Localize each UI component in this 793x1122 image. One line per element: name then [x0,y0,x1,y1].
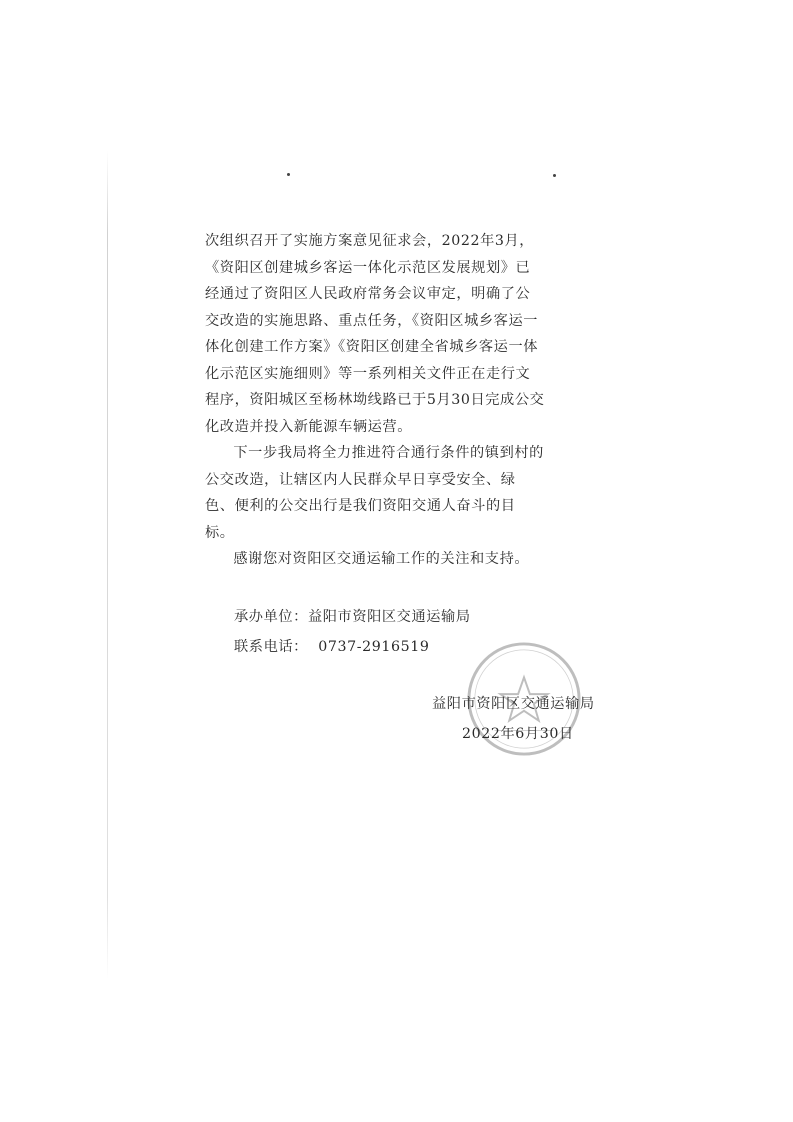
letter-body [205,228,545,573]
paragraph-3: 感谢您对资阳区交通运输工作的关注和支持。 [233,551,530,567]
undertaker-label: 承办单位： [234,609,308,625]
scan-speck [287,173,290,176]
phone-label: 联系电话： [234,639,308,655]
undertaker-row [234,602,471,632]
paragraph-2: 下一步我局将全力推进符合通行条件的镇到村的公交改造，让辖区内人民群众早日享受安全、绿色、便利的公交出行是我们资阳交通人奋斗的目标。 [205,445,544,541]
paragraph-1: 次组织召开了实施方案意见征求会，2022年3月，《资阳区创建城乡客运一体化示范区发展规划》已经通过了资阳区人民政府常务会议审定，明确了公交改造的实施思路、重点任务，《资阳区城乡客运一体化创建工作方案》《资阳区创建全省城乡客运一体化示范区实施细则》等一系列相关文件正在走行文程序，资阳城区至杨林坳线路已于5月30日完成公交化改造并投入新能源车辆运营。 [205,233,545,435]
undertaker-value: 益阳市资阳区交通运输局 [307,609,471,625]
phone-row [234,632,471,662]
scan-page-edge [107,150,108,980]
signature-org: 益阳市资阳区交通运输局 [432,696,595,712]
scan-speck [553,174,556,177]
phone-value: 0737-2916519 [318,639,430,655]
signature-block [432,689,595,749]
signature-date: 2022年6月30日 [462,726,574,742]
contact-block [234,602,471,662]
